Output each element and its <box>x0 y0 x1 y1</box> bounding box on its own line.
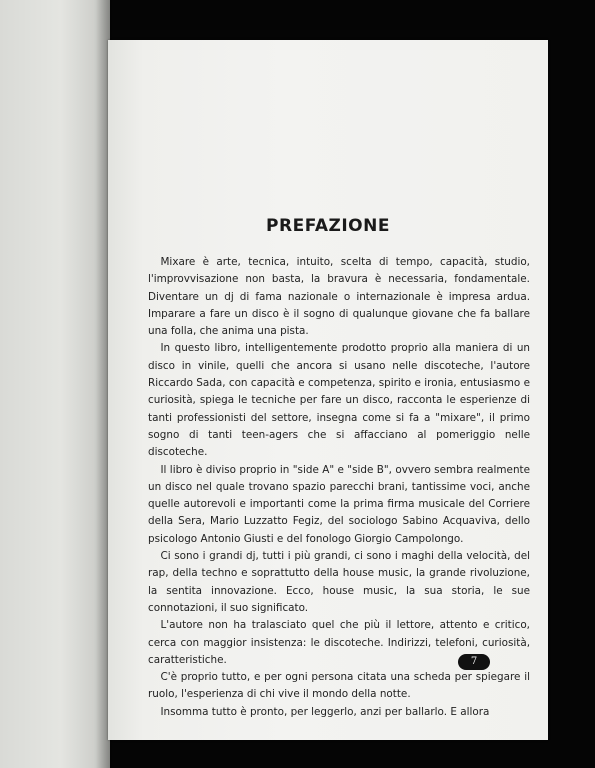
right-page <box>108 40 548 740</box>
paragraph: L'autore non ha tralasciato quel che più il lettore, attento e critico, cerca con maggior insistenza: le discoteche. Indirizzi, telefoni, curiosità, caratteristiche. <box>148 619 530 666</box>
paragraph: Il libro è diviso proprio in "side A" e "side B", ovvero sembra realmente un disco nel quale trovano spazio parecchi brani, tantissime voci, anche quelle autorevoli e importanti come la prima firma musicale del Corriere della Sera, Mario Luzzatto Fegiz, del sociologo Sabino Acquaviva, dello psicologo Antonio Giusti e del fonologo Giorgio Campolongo. <box>148 463 530 545</box>
left-page-edge <box>0 0 110 768</box>
paragraph: Insomma tutto è pronto, per leggerlo, anzi per ballarlo. E allora <box>160 705 490 718</box>
paragraph: Ci sono i grandi dj, tutti i più grandi, ci sono i maghi della velocità, del rap, della techno e soprattutto della house music, la grande rivoluzione, la sentita innovazione. Ecco, house music, la sua storia, le sue connotazioni, il suo significato. <box>148 550 530 614</box>
paragraph: C'è proprio tutto, e per ogni persona citata una scheda per spiegare il ruolo, l'esperienza di chi vive il mondo della notte. <box>148 671 530 701</box>
page-title: PREFAZIONE <box>266 216 390 236</box>
paragraph: Mixare è arte, tecnica, intuito, scelta di tempo, capacità, studio, l'improvvisazione non basta, la bravura è necessaria, fondamentale. Diventare un dj di fama nazionale o internazionale è impresa ardua. Imparare a fare un disco è il sogno di qualunque giovane che fa ballare una folla, che anima una pista. <box>148 256 530 338</box>
page-number-badge: 7 <box>458 654 490 670</box>
paragraph: In questo libro, intelligentemente prodotto proprio alla maniera di un disco in vinile, quelli che ancora si usano nelle discoteche, l'autore Riccardo Sada, con capacità e competenza, spirito e ironia, entusiasmo e curiosità, spiega le tecniche per fare un disco, racconta le esperienze di tanti professionisti del settore, insegna come si fa a "mixare", il primo sogno di tanti teen-agers che si affacciano al pomeriggio nelle discoteche. <box>148 342 530 459</box>
preface-body <box>148 254 530 721</box>
